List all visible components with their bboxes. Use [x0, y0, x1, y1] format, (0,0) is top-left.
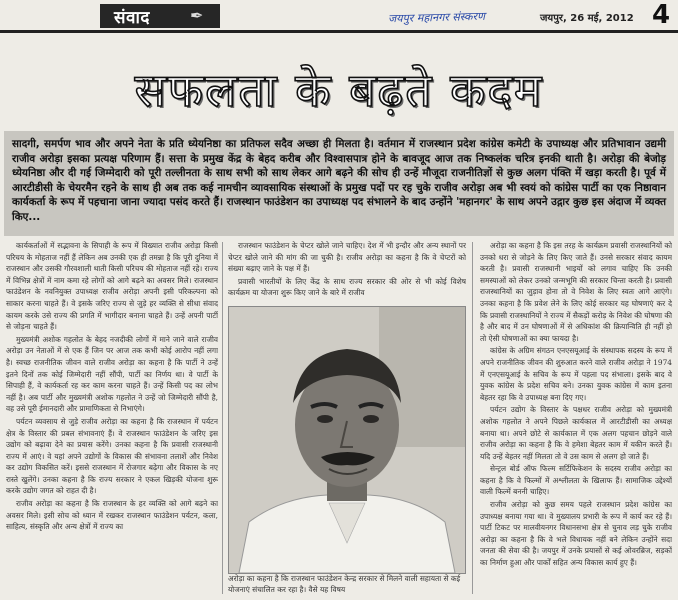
paragraph: पर्यटन व्यवसाय से जुड़े राजीव अरोड़ा का कहना है कि राजस्थान में पर्यटन क्षेत्र के विस्तार की प्रबल संभावनाएं हैं। वे राजस्थान फाउंडेशन के जरिए इस उद्योग को बढ़ावा देने का प्रयास करेंगे। उनका कहना है कि प्रवासी राजस्थानी राज्य में आएं। वे यहां अपने उद्योगों के विकास की संभावना तलाशें और निवेश कर उद्योग विकसित करें। इससे राजस्थान में रोजगार बढ़ेगा और विकास के नए रास्ते खुलेंगे। उनका कहना है कि राज्य सरकार ने एकल खिड़की योजना शुरू करके उद्योग जगत को राहत दी है। [6, 416, 218, 496]
page-number: 4 [652, 0, 671, 30]
article-column-2 [228, 240, 466, 306]
article-column-1 [6, 240, 218, 600]
article-column-3 [480, 240, 672, 600]
photo-adjacent-text: अरोड़ा का कहना है कि राजस्थान फाउंडेशन केन्द्र सरकार से मिलने वाली सहायता से कई योजनाएं संचालित कर रहा है। वैसे यह विषय [228, 574, 461, 594]
paragraph: राजीव अरोड़ा को कुछ समय पहले राजस्थान प्रदेश कांग्रेस का उपाध्यक्ष बनाया गया था। वे मुख्यालय प्रभारी के रूप में कार्य कर रहे हैं। पार्टी टिकट पर मालवीयनगर विधानसभा क्षेत्र से चुनाव लड़ चुके राजीव अरोड़ा का कहना है कि वे भले विधायक नहीं बने लेकिन उन्होंने सदा जनता की सेवा की है। जयपुर में उनके प्रयासों से कई ओवरब्रिज, सड़कों का निर्माण हुआ और पार्कों सहित अन्य विकास कार्य हुए हैं। [480, 500, 672, 568]
paragraph: मुख्यमंत्री अशोक गहलोत के बेहद नजदीकी लोगों में माने जाने वाले राजीव अरोड़ा उन नेताओं में से एक हैं जिन पर आज तक कभी कोई आरोप नहीं लगा है। स्वच्छ राजनीतिक जीवन वाले राजीव अरोड़ा का कहना है कि पार्टी ने उन्हें इतने दिनों तक कोई जिम्मेदारी नहीं सौंपी, पार्टी का निर्णय था। वे पार्टी के सिपाही हैं, वे कार्यकर्ता रह कर काम करना चाहते हैं। उन्हें किसी पद का लोभ नहीं है। अब पार्टी और मुख्यमंत्री अशोक गहलोत ने उन्हें जो जिम्मेदारी सौंपी है, वह उसे पूरी ईमानदारी और प्रामाणिकता से निभाएंगे। [6, 334, 218, 414]
paragraph: अरोड़ा का कहना है कि इस तरह के कार्यक्रम प्रवासी राजस्थानियों को उनको धरा से जोड़ने के लिए किए जाते हैं। उनसे सरकार संवाद कायम करती है। प्रवासी राजस्थानी भाइयों को लगाव चाहिए कि उनकी समस्याओं को लेकर उनको जन्मभूमि की सरकार चिन्ता करती है। प्रवासी राजस्थानियों का जुड़ाव होना तो वे निवेश के लिए स्वतः आगे आएंगे। उनका कहना है कि प्रवेश लेने के लिए कोई सरकार यह घोषणाएं कर दे कि प्रवासी राजस्थानियों ने राज्य में सैकड़ों करोड़ के निवेश की घोषणा की है और बाद में उन घोषणाओं में से अधिकांश की क्रियान्विति ही नहीं हो तो ऐसी घोषणाओं का क्या फायदा है। [480, 241, 672, 343]
publication-date: जयपुर, 26 मई, 2012 [540, 13, 634, 24]
paragraph: राजीव अरोड़ा का कहना है कि राजस्थान के हर व्यक्ति को आगे बढ़ने का अवसर मिले। इसी सोच को ध्यान में रखकर राजस्थान फाउंडेशन पर्यटन, कला, साहित्य, संस्कृति और अन्य क्षेत्रों में राज्य का [6, 499, 218, 532]
portrait-photo [228, 306, 466, 574]
column-divider [222, 242, 223, 594]
paragraph: पर्यटन उद्योग के विस्तार के पक्षधर राजीव अरोड़ा को मुख्यमंत्री अशोक गहलोत ने अपने पिछले कार्यकाल में आरटीडीसी का अध्यक्ष बनाया था। अपने छोटे से कार्यकाल में एक अलग पहचान छोड़ने वाले राजीव अरोड़ा का कहना है कि वे हमेशा बेहतर काम में यकीन करते हैं। यदि उन्हें बेहतर नहीं मिलता तो वे उस काम से अलग हो जाते हैं। [480, 405, 672, 461]
article-headline: सफलता के बढ़ते कदम [134, 63, 544, 117]
quill-pen-icon: ✒ [190, 6, 204, 25]
handwritten-annotation: जयपुर महानगर संस्करण [387, 9, 486, 26]
column-divider [472, 242, 473, 594]
paragraph: राजस्थान फाउंडेशन के चेप्टर खोले जाने चाहिए। देश में भी इन्दौर और अन्य स्थानों पर चेप्टर खोले जाने की मांग की जा चुकी है। राजीव अरोड़ा का कहना है कि वे चेप्टरों को संख्या बढ़ाए जाने के पक्ष में हैं। [228, 241, 466, 274]
paragraph: प्रवासी भारतीयों के लिए केंद्र के साथ राज्य सरकार की ओर से भी कोई विशेष कार्यक्रम या योजना शुरू किए जाने के बारे में राजीव [228, 276, 466, 298]
masthead-divider [0, 30, 678, 33]
paragraph: सेन्ट्रल बोर्ड ऑफ फिल्म सर्टिफिकेशन के सदस्य राजीव अरोड़ा का कहना है कि वे फिल्मों में अश्लीलता के खिलाफ हैं। सामाजिक उद्देश्यों वाली फिल्में बननी चाहिए। [480, 464, 672, 497]
section-label: संवाद [114, 8, 150, 28]
portrait-illustration [229, 307, 465, 573]
masthead [0, 0, 678, 34]
article-lede-box [4, 131, 674, 236]
paragraph: कांग्रेस के अग्रिम संगठन एनएसयूआई के संस्थापक सदस्य के रूप में अपने राजनीतिक जीवन की शुरुआत करने वाले राजीव अरोड़ा ने 1974 में एनएसयूआई के सचिव के रूप में पहला पद संभाला। इसके बाद वे युवक कांग्रेस के प्रदेश सचिव बने। उनका युवक कांग्रेस में काम इतना बेहतर रहा कि वे उपाध्यक्ष बना दिए गए। [480, 346, 672, 402]
article-lede: सादगी, समर्पण भाव और अपने नेता के प्रति ध्येयनिष्ठा का प्रतिफल सदैव अच्छा ही मिलता है। वर्तमान में राजस्थान प्रदेश कांग्रेस कमेटी के उपाध्यक्ष और प्रतिभावान उद्यमी राजीव अरोड़ा इसका प्रत्यक्ष परिणाम हैं। सत्ता के प्रमुख केंद्र के बेहद करीब और विश्वासपात्र होने के बावजूद आज तक निष्कलंक चरित्र इनकी थाती है। अरोड़ा की बेजोड़ ध्येयनिष्ठा और दी गई जिम्मेदारी को पूरी तल्लीनता के साथ सभी को साथ लेकर आगे बढ़ने की सोच ही उन्हें मौजूदा राजनीतिज्ञों से कुछ अलग पंक्ति में खड़ा करती है। पूर्व में आरटीडीसी के चेयरमैन रहने के साथ ही अब तक कई नामचीन व्यावसायिक संस्थाओं के प्रमुख पदों पर रह चुके राजीव अरोड़ा अब भी स्वयं को कांग्रेस पार्टी का एक निष्ठावान कार्यकर्ता के रूप में पहचाना जाना ज्यादा पसंद करते हैं। राजस्थान फाउंडेशन का उपाध्यक्ष पद संभालने के बाद उन्होंने 'महानगर' के साथ अपने उद्गार कुछ इस अंदाज में व्यक्त किए... [12, 138, 666, 223]
paragraph: कार्यकर्ताओं में सद्भावना के सिपाही के रूप में विख्यात राजीव अरोड़ा किसी परिचय के मोहताज नहीं हैं लेकिन अब उनकी एक ही तमन्ना है कि पूरी दुनिया में राजस्थान और उसकी गौरवशाली थाती किसी परिचय की मोहताज नहीं रहे। राज्य में विभिन्न क्षेत्रों में नाम कमा रहे लोगों को आगे बढ़ने का अवसर मिले। राजस्थान फाउंडेशन के नवनियुक्त उपाध्यक्ष राजीव अरोड़ा अपनी इसी परिकल्पना को साकार करना चाहते हैं। वे इसके जरिए राज्य से जुड़े हर व्यक्ति से सीधा संवाद कायम करके उसे राज्य की प्रगति में भागीदार बनाना चाहते हैं। उन्हें अपनी पार्टी से जोड़ना चाहते हैं। [6, 241, 218, 332]
